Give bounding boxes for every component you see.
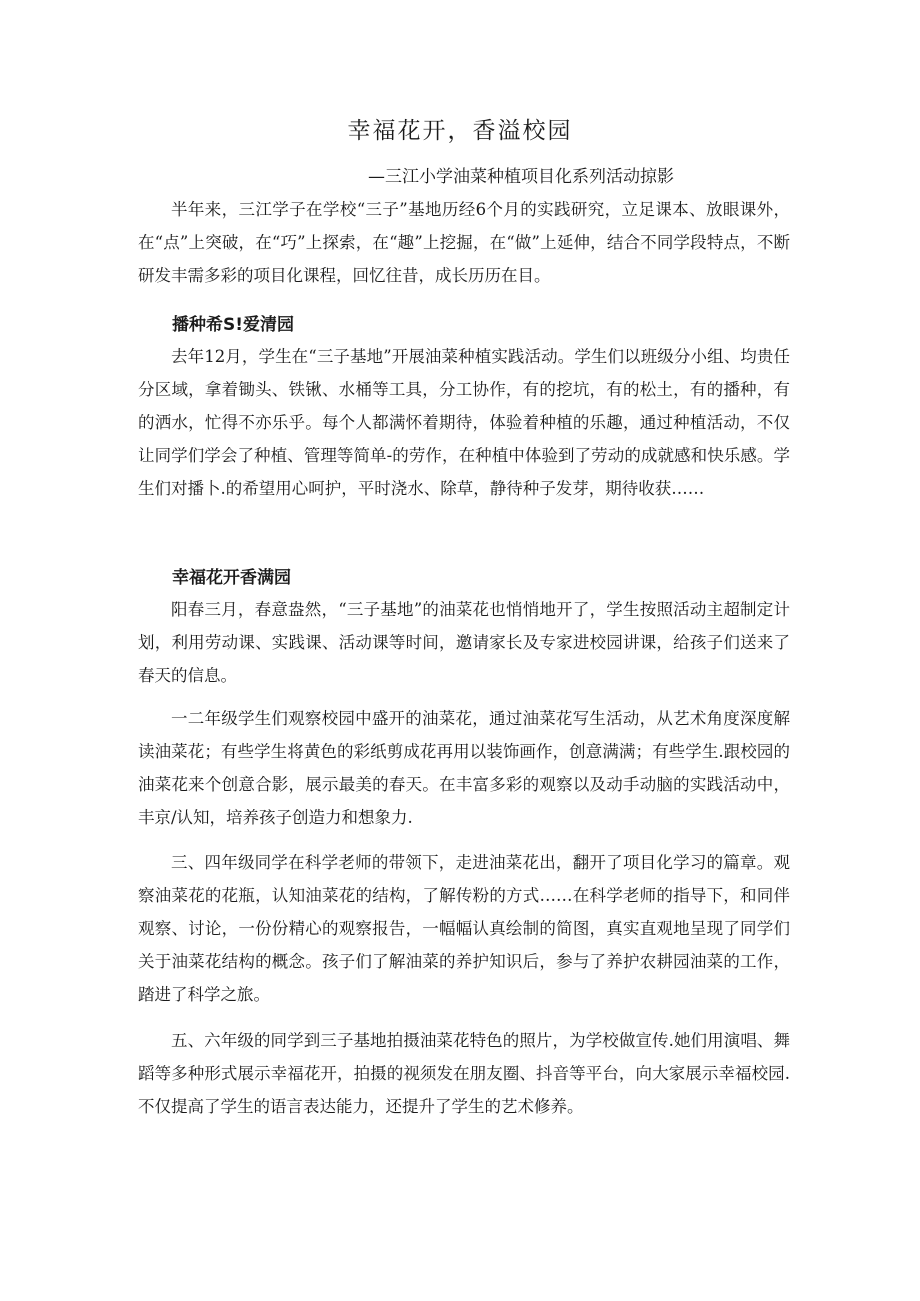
blooming-paragraph-grade-1-2: 一二年级学生们观察校园中盛开的油菜花，通过油菜花写生活动，从艺术角度深度解读油菜花；有些学生将黄色的彩纸剪成花再用以装饰画作，创意满满；有些学生.跟校园的油菜花来个创意合影，展示最美的春天。在丰富多彩的观察以及动手动脑的实践活动中，丰京/认知，培养孩子创造力和想象力.	[138, 709, 790, 827]
blooming-paragraph-spring: 阳春三月，春意盎然，“三子基地”的油菜花也悄悄地开了，学生按照活动主超制定计划，利用劳动课、实践课、活动课等时间，邀请家长及专家进校园讲课，给孩子们送来了春天的信息。	[138, 600, 790, 685]
document-title: 幸福花开，香溢校园	[347, 118, 573, 144]
section-heading-blooming: 幸福花开香满园	[172, 568, 291, 588]
section-heading-sowing: 播种希S!爱清园	[172, 315, 294, 335]
blooming-paragraph-grade-3-4: 三、四年级同学在科学老师的带领下，走进油菜花出，翻开了项目化学习的篇章。观察油菜花的花瓶，认知油菜花的结构，了解传粉的方式……在科学老师的指导下，和同伴观察、讨论，一份份精心的观察报告，一幅幅认真绘制的简图，真实直观地呈现了同学们关于油菜花结构的概念。孩子们了解油菜的养护知识后，参与了养护农耕园油菜的工作，踏进了科学之旅。	[138, 853, 790, 1004]
intro-paragraph: 半年来，三江学子在学校“三子”基地历经6个月的实践研究，立足课本、放眼课外，在“点”上突破，在“巧”上探索，在“趣”上挖掘，在“做”上延伸，结合不同学段特点，不断研发丰需多彩的项目化课程，回忆往昔，成长历历在目。	[138, 200, 790, 285]
sowing-paragraph: 去年12月，学生在“三子基地”开展油菜种植实践活动。学生们以班级分小组、均贵任分区域，拿着锄头、铁锹、水桶等工具，分工协作，有的挖坑，有的松土，有的播种，有的洒水，忙得不亦乐乎。每个人都满怀着期待，体验着种植的乐趣，通过种植活动，不仅让同学们学会了种植、管理等简单-的劳作，在种植中体验到了劳动的成就感和快乐感。学生们对播卜.的希望用心呵护，平时浇水、除草，静待种子发芽，期待收获……	[138, 347, 790, 498]
blooming-paragraph-grade-5-6: 五、六年级的同学到三子基地拍摄油菜花特色的照片，为学校做宣传.她们用演唱、舞蹈等多种形式展示幸福花开，拍摄的视须发在朋友圈、抖音等平台，向大家展示幸福校园.不仅提高了学生的语言表达能力，还提升了学生的艺术修养。	[138, 1031, 790, 1116]
document-subtitle: —三江小学油菜种植项目化系列活动掠影	[368, 167, 674, 187]
